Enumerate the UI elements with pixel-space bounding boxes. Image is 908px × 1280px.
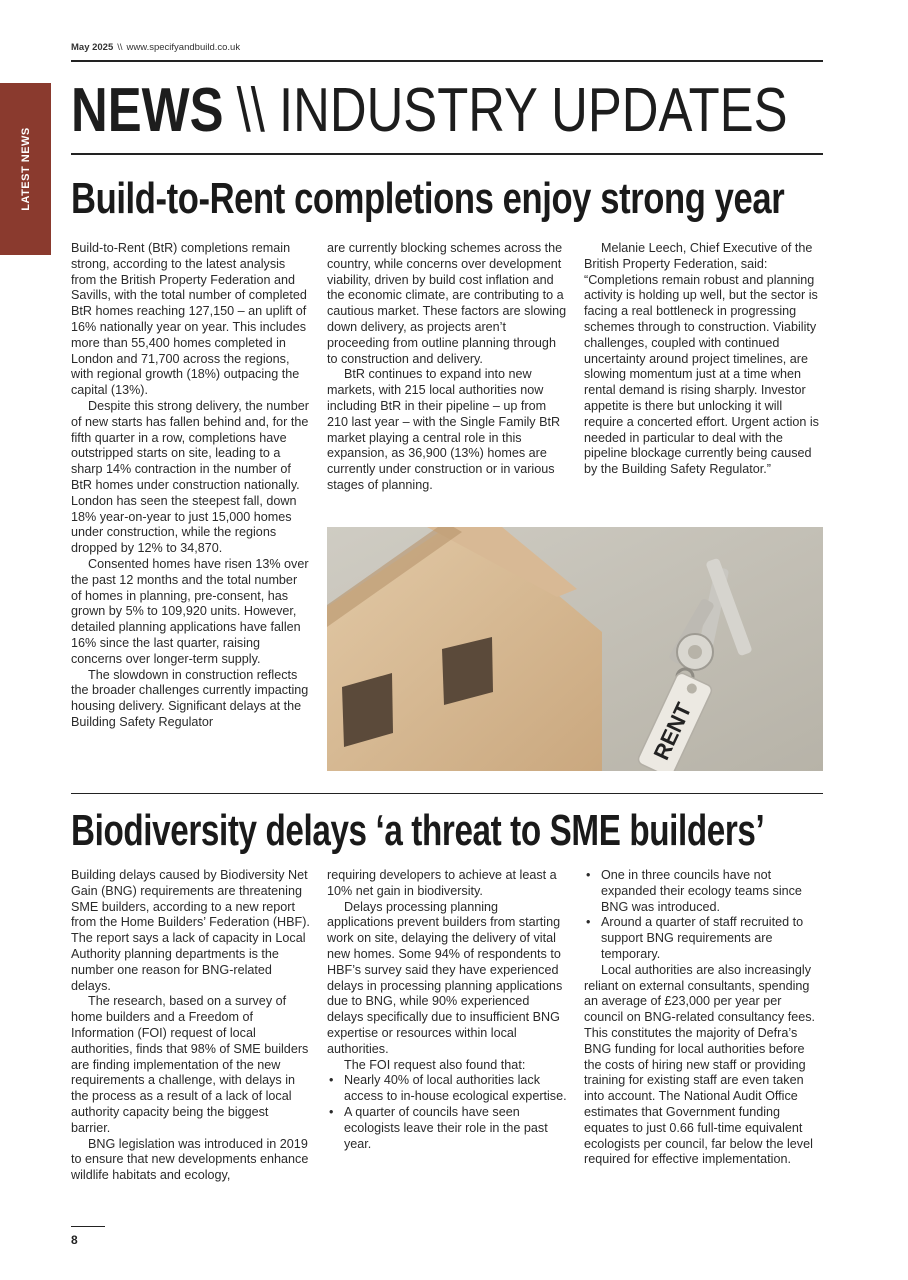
paragraph: BNG legislation was introduced in 2019 to ensure that new developments enhance wildlife habitats and ecology, [71, 1136, 309, 1183]
paragraph: Building delays caused by Biodiversity Net Gain (BNG) requirements are threatening SME builders, according to a new report from the Home Builders’ Federation (HBF). The report says a lack of capacity in Local Authority planning departments is the number one reason for BNG-related delays. [71, 868, 310, 993]
article-2-column-1 [71, 868, 311, 1184]
issue-date: May 2025 [71, 42, 114, 53]
issue-meta [71, 42, 240, 53]
list-item: • Nearly 40% of local authorities lack access to in-house ecological expertise. [327, 1073, 567, 1105]
article-2-column-3 [584, 868, 824, 1168]
list-item: • Around a quarter of staff recruited to support BNG requirements are temporary. [584, 915, 824, 962]
article-1-column-3 [584, 241, 824, 478]
top-rule [71, 60, 823, 62]
bullet-list [584, 868, 824, 963]
footer-rule [71, 1226, 105, 1227]
bullet-list [327, 1073, 567, 1152]
website-link[interactable]: www.specifyandbuild.co.uk [126, 42, 241, 53]
paragraph: Local authorities are also increasingly reliant on external consultants, spending an average of £23,000 per year per council on BNG-related consultancy fees. This constitutes the majority of Defra’s BNG funding for local authorities before the costs of hiring new staff or providing training for existing staff are even taken into account. The National Audit Office estimates that Government funding equates to just 0.66 full-time equivalent ecologists per council, far below the level required for effective implementation. [584, 962, 816, 1167]
paragraph: Despite this strong delivery, the number of new starts has fallen behind and, for the fifth quarter in a row, completions have outstripped starts on site, leading to a sharp 14% contraction in the number of BtR homes under construction nationally. London has seen the steepest fall, down 18% year-on-year to just 15,000 homes under construction, while the regions dropped by 12% to 34,870. [71, 398, 309, 556]
article-1-column-1 [71, 241, 311, 731]
paragraph: requiring developers to achieve at least a 10% net gain in biodiversity. [327, 868, 557, 898]
paragraph: BtR continues to expand into new markets, with 215 local authorities now including BtR in their pipeline – up from 210 last year – with the Single Family BtR market playing a central role in this expansion, as 36,900 (13%) homes are currently under construction or in various stages of planning. [327, 367, 561, 492]
section-tab-label: LATEST NEWS [19, 127, 32, 211]
paragraph: Build-to-Rent (BtR) completions remain strong, according to the latest analysis from the British Property Federation and Savills, with the total number of completed BtR homes reaching 127,150 – an uplift of 16% nationally year on year. This includes more than 55,400 homes completed in London and 71,700 across the regions, with regional growth (18%) outpacing the capital (13%). [71, 241, 307, 398]
paragraph: are currently blocking schemes across the country, while concerns over development viability, driven by build cost inflation and the economic climate, are contributing to a cautious market. These factors are slowing down delivery, as projects aren’t proceeding from outline planning through to construction and delivery. [327, 241, 567, 366]
paragraph: Delays processing planning applications prevent builders from starting work on site, delaying the delivery of vital new homes. Some 94% of respondents to HBF’s survey said they have experienced delays in processing planning applications due to BNG, while 90% experienced delays specifically due to insufficient BNG expertise or resources within local authorities. [327, 899, 563, 1056]
paragraph: The FOI request also found that: [344, 1057, 526, 1072]
article-2-column-2 [327, 868, 567, 1152]
paragraph: Melanie Leech, Chief Executive of the British Property Federation, said: “Completions remain robust and planning activity is holding up well, but the sector is facing a real bottleneck in progressing schemes through to construction. Viability challenges, coupled with continued uncertainty around project timelines, are slowing momentum just at a time when rental demand is rising sharply. Investor appetite is there but unlocking it will require a concerted effort. Urgent action is needed in particular to deal with the pipeline blockage currently being caused by the Building Safety Regulator.” [584, 241, 819, 477]
article-1-column-2 [327, 241, 567, 494]
section-masthead [71, 76, 788, 146]
list-item: • One in three councils have not expanded their ecology teams since BNG was introduced. [584, 868, 824, 915]
list-item: • A quarter of councils have seen ecologists leave their role in the past year. [327, 1105, 567, 1152]
masthead-rule [71, 153, 823, 155]
meta-separator: \\ [117, 42, 123, 53]
article-2-headline: Biodiversity delays ‘a threat to SME builders’ [71, 806, 765, 855]
article-1-headline: Build-to-Rent completions enjoy strong year [71, 174, 785, 223]
paragraph: The slowdown in construction reflects the broader challenges currently impacting housing delivery. Significant delays at the Building Safety Regulator [71, 667, 309, 729]
paragraph: Consented homes have risen 13% over the past 12 months and the total number of homes in planning, pre-consent, has grown by 5% to 109,920 units. However, detailed planning applications have fallen 16% since the last quarter, raising concerns over longer-term supply. [71, 556, 309, 666]
masthead-subtitle: \\ INDUSTRY UPDATES [236, 76, 788, 145]
house-keys-photo [327, 527, 823, 771]
section-tab [0, 83, 51, 255]
paragraph: The research, based on a survey of home builders and a Freedom of Information (FOI) request of local authorities, finds that 98% of SME builders are finding implementation of the new requirements a challenge, with delays in the process as a result of a lack of local authority capacity being the biggest barrier. [71, 994, 309, 1135]
article-separator [71, 793, 823, 794]
page-number: 8 [71, 1233, 78, 1247]
rent-tag-label: RENT [648, 698, 697, 764]
masthead-bold: NEWS [71, 76, 224, 145]
